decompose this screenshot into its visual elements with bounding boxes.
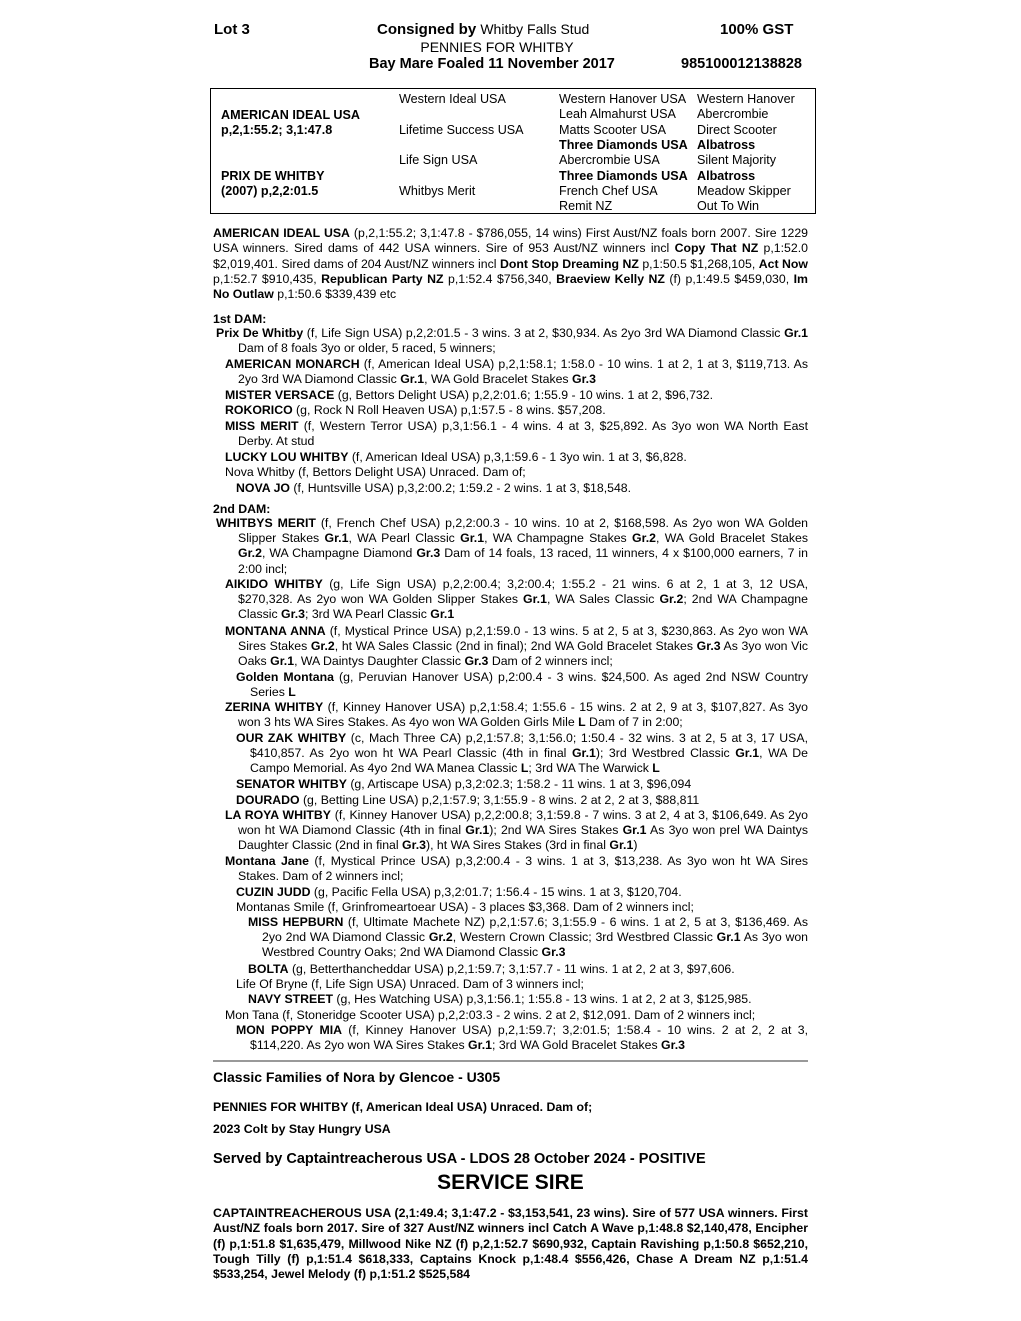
grade-label: Gr.1 [609, 838, 634, 853]
grade-label: Gr.3 [541, 945, 566, 960]
lot-number: Lot 3 [214, 21, 250, 38]
entry-text: (g, Bettors Delight USA) p,2,2:01.6; 1:55.9 - 10 wins. 1 at 2, $96,732. [334, 388, 714, 402]
pedigree-gen4-1: Western Hanover [697, 92, 795, 106]
entry-text: Dam of 2 winners incl; [488, 654, 613, 669]
second-dam-entry [236, 977, 808, 992]
grade-label: Gr.3 [281, 607, 305, 622]
grade-label: Gr.1 [465, 823, 490, 838]
pedigree-gen4-8: Out To Win [697, 199, 760, 213]
entry-text: (g, Betterthancheddar USA) p,2,1:59.7; 3,1:57.7 - 11 wins. 1 at 2, 2 at 3, $97,606. [288, 962, 735, 976]
entry-text: (c, Mach Three CA) p,2,1:57.8; 3,1:56.0; 1:50.4 - 32 wins. 3 at 2, 5 at 3, 17 USA, $410,857. As 2yo won ht WA Pearl Classic (4th in final [250, 731, 808, 761]
grade-label: Gr.1 [460, 531, 485, 546]
entry-text: , WA Pearl Classic [348, 531, 461, 546]
second-dam-entry [225, 577, 808, 623]
horse-name: MISS HEPBURN [248, 915, 344, 929]
horse-name: DOURADO [236, 793, 300, 807]
pedigree-gen2-1: Western Ideal USA [399, 92, 506, 106]
family-line: Classic Families of Nora by Glencoe - U305 [213, 1069, 501, 1085]
second-dam-entry [236, 900, 808, 915]
entry-text: , ht WA Sales Classic (2nd in final); 2nd WA Gold Bracelet Stakes [334, 639, 697, 654]
pedigree-gen4-5: Silent Majority [697, 153, 777, 167]
entry-text: (f, Life Sign USA) p,2,2:01.5 - 3 wins. 3 at 2, $30,934. As 2yo 3rd WA Diamond Classic [303, 326, 785, 340]
second-dam-entry [236, 777, 808, 792]
entry-text: , WA Gold Bracelet Stakes [655, 531, 808, 546]
horse-name: MONTANA ANNA [225, 624, 326, 638]
grade-label: Gr.1 [400, 372, 425, 387]
pedigree-gen3-3: Matts Scooter USA [559, 123, 667, 137]
pedigree-dam-record: (2007) p,2,2:01.5 [221, 184, 319, 198]
sire-summary-text: p,1:52.7 $910,435, [213, 271, 322, 286]
horse-name: ROKORICO [225, 403, 293, 417]
second-dam-heading: 2nd DAM: [213, 502, 271, 516]
horse-name: PENNIES FOR WHITBY [420, 39, 574, 55]
horse-name: SENATOR WHITBY [236, 777, 347, 791]
entry-text: ) [633, 838, 638, 853]
first-dam-entry [225, 465, 808, 480]
entry-text: (f, Western Terror USA) p,3,1:56.1 - 4 wins. 4 at 3, $25,892. As 3yo won WA North East Derby. At stud [238, 419, 808, 449]
entry-text: , WA Gold Bracelet Stakes [424, 372, 572, 387]
second-dam-entry [225, 1008, 808, 1023]
entry-text: (f, Kinney Hanover USA) p,2,2:00.8; 3,1:59.8 - 7 wins. 3 at 2, 4 at 3, $106,649. As 2yo won ht WA Diamond Classic (4th in final [238, 808, 809, 838]
second-dam-entry [236, 885, 808, 900]
pedigree-dam: PRIX DE WHITBY [221, 169, 325, 183]
entry-text: As 3yo won Westbred Country Oaks; 2nd WA Diamond Classic [262, 930, 808, 960]
sire-summary-name: AMERICAN IDEAL USA [213, 226, 350, 240]
pedigree-gen4-3: Direct Scooter [697, 123, 777, 137]
entry-text: ); 2nd WA Sires Stakes [489, 823, 623, 838]
grade-label: Gr.3 [464, 654, 489, 669]
grade-label: Gr.1 [430, 607, 455, 622]
sire-summary-highlight: Dont Stop Dreaming NZ [499, 256, 639, 271]
horse-name: LA ROYA WHITBY [225, 808, 331, 822]
entry-text: ; 2nd WA Champagne Classic [238, 592, 808, 622]
second-dam-entry [225, 854, 808, 884]
second-dam-entry [236, 1023, 808, 1053]
pedigree-gen4-4: Albatross [697, 138, 756, 152]
pedigree-gen4-7: Meadow Skipper [697, 184, 791, 198]
first-dam-heading: 1st DAM: [213, 312, 267, 326]
entry-text: (f, Kinney Hanover USA) p,2,1:59.7; 3,2:01.5; 1:58.4 - 10 wins. 2 at 2, 2 at 3, $114,220. As 2yo won WA Sires Stakes [250, 1023, 808, 1053]
entry-text: ), ht WA Sires Stakes (3rd in final [425, 838, 610, 853]
sire-summary-text: p,1:50.6 $339,439 etc [273, 287, 397, 302]
entry-text: , WA Daintys Daughter Classic [294, 654, 465, 669]
pedigree-gen4-6: Albatross [697, 169, 756, 183]
horse-name: OUR ZAK WHITBY [236, 731, 347, 745]
first-dam-entry [236, 481, 808, 496]
entry-text: (g, Life Sign USA) p,2,2:00.4; 3,2:00.4; 1:55.2 - 21 wins. 6 at 2, 1 at 3, 12 USA, $270,328. As 2yo won WA Golden Slipper Stakes [238, 577, 809, 607]
entry-text: , WA Sales Classic [546, 592, 660, 607]
horse-description: Bay Mare Foaled 11 November 2017 [369, 56, 615, 72]
sire-summary-text: (f) p,1:49.5 $459,030, [664, 271, 794, 286]
horse-name: NOVA JO [236, 481, 290, 495]
horse-name: MISS MERIT [225, 419, 299, 433]
pedigree-sire-record: p,2,1:55.2; 3,1:47.8 [221, 123, 333, 137]
foal-record: 2023 Colt by Stay Hungry USA [213, 1122, 391, 1136]
entry-text: (f, American Ideal USA) p,3,1:59.6 - 1 3yo win. 1 at 3, $6,828. [348, 450, 687, 464]
entry-text: (f, Mystical Prince USA) p,2,1:59.0 - 13 wins. 5 at 2, 5 at 3, $230,863. As 2yo won WA Sires Stakes [238, 624, 808, 654]
second-dam-entry [236, 670, 808, 700]
entry-text: (g, Hes Watching USA) p,3,1:56.1; 1:55.8 - 13 wins. 1 at 2, 2 at 3, $125,985. [332, 992, 752, 1006]
sire-summary-text: p,1:50.5 $1,268,105, [638, 256, 759, 271]
entry-text: Nova Whitby (f, Bettors Delight USA) Unraced. Dam of; [225, 465, 526, 479]
entry-text: Dam of 7 in 2:00; [585, 715, 683, 730]
second-dam-entry [225, 624, 808, 670]
second-dam-entry [225, 700, 808, 730]
grade-label: Gr.1 [324, 531, 349, 546]
consignor-line [377, 21, 589, 38]
gst-label: 100% GST [720, 21, 794, 38]
entry-text: (f, Ultimate Machete NZ) p,2,1:57.6; 3,1:55.9 - 6 wins. 1 at 2, 5 at 3, $136,469. As 2yo 2nd WA Diamond Classic [262, 915, 808, 945]
sire-summary [213, 226, 808, 302]
grade-label: Gr.1 [735, 746, 760, 761]
horse-name: WHITBYS MERIT [216, 516, 316, 530]
grade-label: Gr.1 [270, 654, 295, 669]
grade-label: Gr.1 [468, 1038, 492, 1053]
consigned-by-label: Consigned by [377, 21, 477, 38]
horse-name: Prix De Whitby [216, 326, 304, 340]
grade-label: Gr.3 [572, 372, 596, 387]
entry-text: ; 3rd WA Pearl Classic [304, 607, 431, 622]
pedigree-gen3-2: Leah Almahurst USA [559, 107, 676, 121]
grade-label: Gr.1 [523, 592, 547, 607]
grade-label: Gr.3 [416, 546, 441, 561]
second-dam-entry [236, 793, 808, 808]
entry-text: As 3yo won prel WA Daintys Daughter Classic (2nd in final [238, 823, 808, 853]
horse-name: MON POPPY MIA [236, 1023, 342, 1037]
consignor-name: Whitby Falls Stud [480, 21, 590, 37]
pedigree-gen3-6: Three Diamonds USA [559, 169, 688, 183]
grade-label: Gr.2 [428, 930, 453, 945]
entry-text: ; 3rd WA Gold Bracelet Stakes [491, 1038, 662, 1053]
entry-text: , WA De Campo Memorial. As 4yo 2nd WA Manea Classic [250, 746, 808, 776]
pedigree-table [210, 88, 816, 214]
horse-name: NAVY STREET [248, 992, 333, 1006]
entry-text: , WA Champagne Stakes [484, 531, 633, 546]
first-dam-entry [225, 450, 808, 465]
sire-summary-highlight: Copy That NZ [674, 241, 759, 256]
sire-summary-text: p,1:52.4 $756,340, [443, 271, 557, 286]
service-sire-heading: SERVICE SIRE [437, 1171, 584, 1194]
second-dam-entry [248, 992, 808, 1007]
horse-name: MISTER VERSACE [225, 388, 335, 402]
first-dam-entry [216, 326, 808, 356]
horse-name: Golden Montana [236, 670, 334, 684]
entry-text: (f, Huntsville USA) p,3,2:00.2; 1:59.2 - 2 wins. 1 at 3, $18,548. [289, 481, 632, 495]
grade-label: Gr.3 [402, 838, 426, 853]
entry-text: Dam of 8 foals 3yo or older, 5 raced, 5 winners; [238, 341, 496, 356]
entry-text: , WA Champagne Diamond [261, 546, 417, 561]
entry-text: (g, Peruvian Hanover USA) p,2:00.4 - 3 wins. $24,500. As aged 2nd NSW Country Series [250, 670, 809, 700]
grade-label: L [288, 685, 296, 700]
grade-label: Gr.2 [659, 592, 684, 607]
entry-text: ; 3rd WA The Warwick [528, 761, 653, 776]
grade-label: Gr.2 [238, 546, 262, 561]
sire-summary-highlight: Im No Outlaw [213, 271, 808, 302]
grade-label: Gr.3 [696, 639, 721, 654]
sire-summary-text: (p,2,1:55.2; 3,1:47.8 - $786,055, 14 wins) First Aust/NZ foals born 2007. Sire 1229 USA winners. Sired dams of 442 USA winners. Sire of 953 Aust/NZ winners incl [213, 226, 808, 256]
entry-text: ); 3rd Westbred Classic [595, 746, 736, 761]
first-dam-entry [225, 419, 808, 449]
grade-label: L [578, 715, 586, 730]
entry-text: (g, Rock N Roll Heaven USA) p,1:57.5 - 8 wins. $57,208. [292, 403, 606, 417]
entry-text: (g, Artiscape USA) p,3,2:02.3; 1:58.2 - 11 wins. 1 at 3, $96,094 [346, 777, 692, 791]
horse-name: CUZIN JUDD [236, 885, 311, 899]
first-dam-entry [225, 403, 808, 418]
pedigree-gen3-8: Remit NZ [559, 199, 613, 213]
entry-text: (f, Mystical Prince USA) p,3,2:00.4 - 3 wins. 1 at 3, $13,238. As 3yo won ht WA Sires Stakes. Dam of 2 winners incl; [238, 854, 808, 884]
grade-label: L [520, 761, 529, 776]
horse-name: ZERINA WHITBY [225, 700, 324, 714]
sire-summary-highlight: Act Now [758, 256, 808, 271]
pedigree-sire: AMERICAN IDEAL USA [221, 108, 361, 122]
pedigree-gen2-2: Lifetime Success USA [399, 123, 524, 137]
grade-label: Gr.1 [784, 326, 808, 340]
horse-name: Montana Jane [225, 854, 309, 868]
produce-record: PENNIES FOR WHITBY (f, American Ideal USA) Unraced. Dam of; [213, 1100, 593, 1114]
sire-summary-highlight: Republican Party NZ [321, 271, 444, 286]
service-sire-text: CAPTAINTREACHEROUS USA (2,1:49.4; 3,1:47.2 - $3,153,541, 23 wins). Sire of 577 USA winners. First Aust/NZ foals born 2017. Sire of 327 Aust/NZ winners incl Catch A Wave p,1:48.8 $2,140,478, Encipher (f) p,1:51.8 $1,635,479, Millwood Nike NZ (f) p,2,1:52.7 $690,932, Captain Ravishing p,1:50.8 $652,210, Tough Tilly (f) p,1:51.4 $618,333, Captains Knock p,1:48.4 $556,426, Chase A Dream NZ p,1:51.4 $533,254, Jewel Melody (f) p,1:51.2 $525,584 [213, 1206, 808, 1282]
served-by-line: Served by Captaintreacherous USA - LDOS 28 October 2024 - POSITIVE [213, 1151, 706, 1167]
sire-summary-highlight: Braeview Kelly NZ [556, 271, 665, 286]
entry-text: Mon Tana (f, Stoneridge Scooter USA) p,2,2:03.3 - 2 wins. 2 at 2, $12,091. Dam of 2 winners incl; [225, 1008, 756, 1022]
entry-text: , Western Crown Classic; 3rd Westbred Classic [452, 930, 717, 945]
grade-label: Gr.3 [661, 1038, 685, 1053]
entry-text: Montanas Smile (f, Grinfromeartoear USA) - 3 places $3,368. Dam of 2 winners incl; [236, 900, 694, 914]
section-divider [213, 1060, 808, 1062]
pedigree-gen3-1: Western Hanover USA [559, 92, 687, 106]
first-dam-entry [225, 388, 808, 403]
pedigree-gen4-2: Abercrombie [697, 107, 769, 121]
entry-text: (g, Pacific Fella USA) p,3,2:01.7; 1:56.4 - 15 wins. 1 at 3, $120,704. [310, 885, 682, 899]
sire-summary-text: p,1:52.0 $2,019,401. Sired dams of 204 Aust/NZ winners incl [213, 241, 808, 271]
first-dam-entry [225, 357, 808, 387]
second-dam-entry [216, 516, 808, 577]
horse-name: AIKIDO WHITBY [225, 577, 323, 591]
grade-label: Gr.1 [622, 823, 647, 838]
grade-label: L [652, 761, 660, 776]
microchip-number: 985100012138828 [681, 56, 802, 72]
horse-name: BOLTA [248, 962, 289, 976]
horse-name: LUCKY LOU WHITBY [225, 450, 349, 464]
pedigree-gen2-4: Whitbys Merit [399, 184, 476, 198]
entry-text: Life Of Bryne (f, Life Sign USA) Unraced. Dam of 3 winners incl; [236, 977, 584, 991]
horse-name: AMERICAN MONARCH [225, 357, 360, 371]
grade-label: Gr.2 [632, 531, 656, 546]
entry-text: As 3yo won Vic Oaks [238, 639, 808, 669]
second-dam-entry [248, 915, 808, 961]
pedigree-gen3-4: Three Diamonds USA [559, 138, 688, 152]
pedigree-gen2-3: Life Sign USA [399, 153, 478, 167]
second-dam-entry [236, 731, 808, 777]
second-dam-entry [248, 962, 808, 977]
entry-text: Dam of 14 foals, 13 raced, 11 winners, 4 x $100,000 earners, 7 in 2:00 incl; [238, 546, 808, 576]
grade-label: Gr.2 [310, 639, 335, 654]
entry-text: (f, American Ideal USA) p,2,1:58.1; 1:58.0 - 10 wins. 1 at 2, 1 at 3, $119,713. As 2yo 3rd WA Diamond Classic [238, 357, 808, 387]
entry-text: (f, French Chef USA) p,2,2:00.3 - 10 wins. 10 at 2, $168,598. As 2yo won WA Golden Slipper Stakes [238, 516, 808, 546]
pedigree-gen3-5: Abercrombie USA [559, 153, 660, 167]
entry-text: (g, Betting Line USA) p,2,1:57.9; 3,1:55.9 - 8 wins. 2 at 2, 2 at 3, $88,811 [299, 793, 700, 807]
grade-label: Gr.1 [571, 746, 596, 761]
pedigree-gen3-7: French Chef USA [559, 184, 658, 198]
entry-text: (f, Kinney Hanover USA) p,2,1:58.4; 1:55.6 - 15 wins. 2 at 2, 9 at 3, $107,827. As 3yo won 3 hts WA Sires Stakes. As 4yo won WA Golden Girls Mile [238, 700, 808, 730]
grade-label: Gr.1 [716, 930, 741, 945]
second-dam-entry [225, 808, 808, 854]
